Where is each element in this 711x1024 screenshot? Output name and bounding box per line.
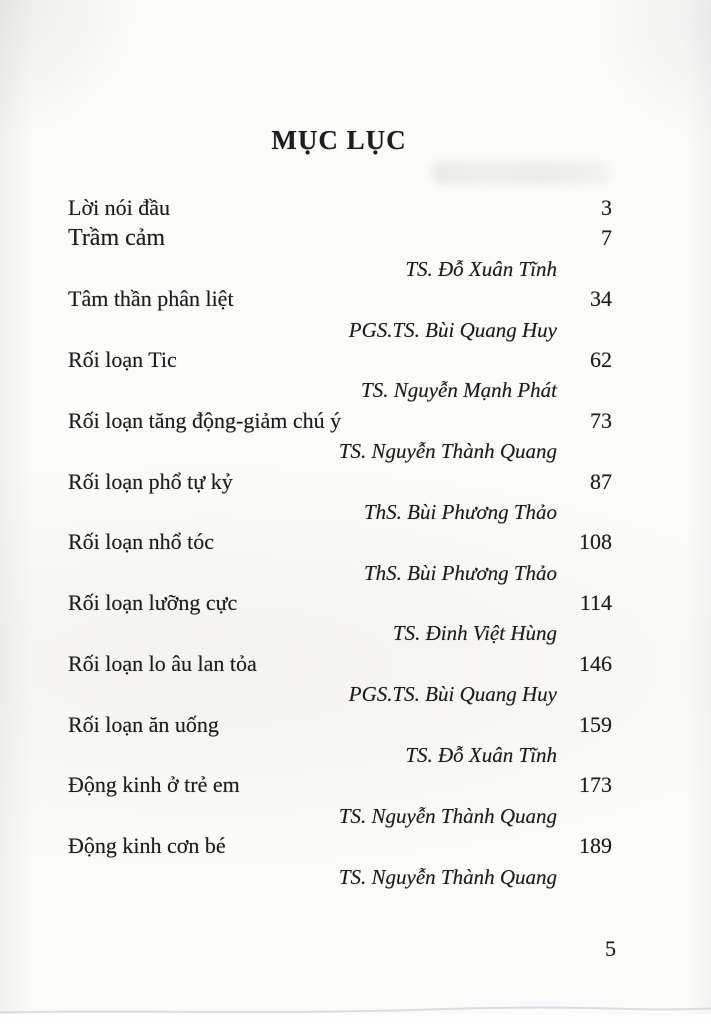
toc-entry-author: TS. Đỗ Xuân Tĩnh — [405, 743, 557, 768]
toc-entry-page: 173 — [579, 772, 612, 798]
toc-entry — [68, 284, 612, 345]
toc-entry-page: 34 — [590, 286, 612, 312]
toc-entry — [68, 527, 612, 588]
toc-entry-author: TS. Đỗ Xuân Tĩnh — [405, 256, 557, 281]
toc-entry-page: 146 — [579, 650, 612, 676]
toc-entry-author: TS. Đinh Việt Hùng — [392, 621, 557, 646]
toc-entry-author: TS. Nguyễn Mạnh Phát — [361, 378, 557, 403]
table-of-contents — [68, 193, 612, 892]
toc-entry — [68, 345, 612, 406]
toc-entry-author: TS. Nguyễn Thành Quang — [338, 803, 557, 828]
toc-entry — [68, 649, 612, 710]
toc-entry-page: 159 — [579, 711, 612, 737]
toc-entry-title: Rối loạn lưỡng cực — [68, 590, 238, 616]
toc-entry — [68, 831, 612, 892]
page-title: MỤC LỤC — [271, 125, 407, 155]
toc-entry-title: Tâm thần phân liệt — [68, 286, 234, 312]
toc-entry-title: Rối loạn ăn uống — [68, 711, 219, 737]
toc-entry — [68, 406, 612, 467]
folio-page-number: 5 — [605, 936, 616, 961]
toc-entry-page: 114 — [579, 590, 612, 616]
toc-entry-page: 3 — [601, 195, 612, 220]
toc-entry-page: 7 — [601, 225, 612, 251]
toc-entry — [68, 588, 612, 649]
toc-entry — [68, 710, 612, 771]
toc-entry-title: Lời nói đầu — [68, 195, 171, 220]
toc-entry-title: Trầm cảm — [68, 225, 166, 252]
page-bottom-edge — [0, 1004, 711, 1024]
toc-entry-page: 108 — [579, 529, 612, 555]
toc-entry-author: PGS.TS. Bùi Quang Huy — [348, 682, 557, 707]
toc-entry — [68, 467, 612, 528]
toc-entry-author: TS. Nguyễn Thành Quang — [338, 439, 557, 464]
ink-bleed-smudge — [432, 162, 610, 184]
toc-entry-page: 87 — [590, 468, 612, 494]
toc-entry-title: Rối loạn lo âu lan tỏa — [68, 650, 257, 676]
toc-entry-author: TS. Nguyễn Thành Quang — [338, 864, 557, 889]
toc-entry-author: ThS. Bùi Phương Thảo — [363, 499, 557, 524]
toc-entry-title: Rối loạn Tic — [68, 346, 177, 372]
toc-entry — [68, 223, 612, 284]
toc-entry-page: 62 — [590, 346, 612, 372]
toc-entry — [68, 770, 612, 831]
toc-entry-author: PGS.TS. Bùi Quang Huy — [348, 317, 557, 342]
toc-entry-title: Động kinh cơn bé — [68, 833, 226, 859]
toc-entry-page: 73 — [590, 407, 612, 433]
toc-entry-title: Rối loạn nhổ tóc — [68, 529, 215, 555]
toc-entry-author: ThS. Bùi Phương Thảo — [363, 560, 557, 585]
toc-entry-title: Động kinh ở trẻ em — [68, 772, 240, 798]
toc-entry — [68, 193, 612, 223]
toc-entry-title: Rối loạn phổ tự kỷ — [68, 468, 233, 494]
toc-entry-title: Rối loạn tăng động-giảm chú ý — [68, 407, 342, 433]
toc-entry-page: 189 — [579, 833, 612, 859]
